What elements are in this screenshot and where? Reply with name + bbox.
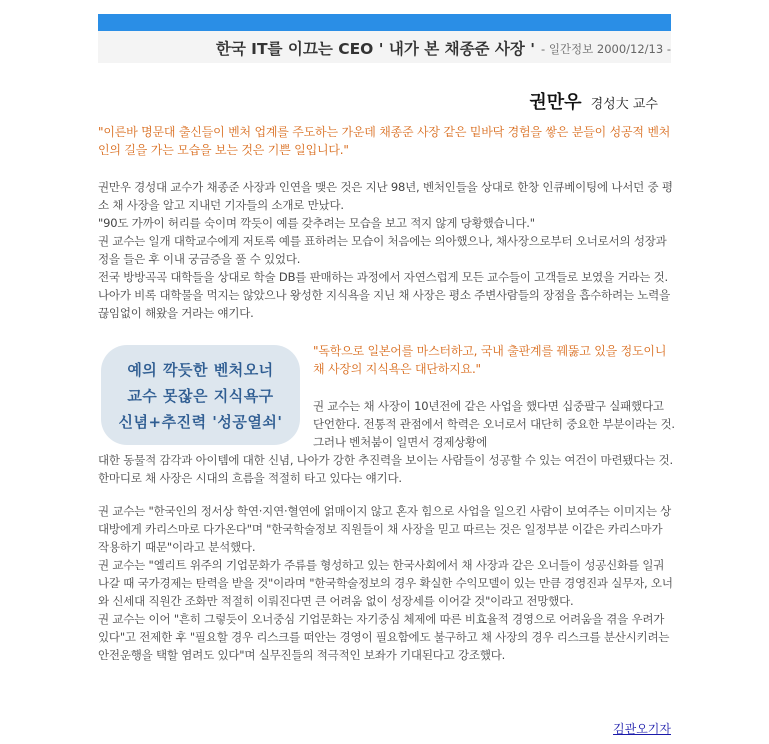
paragraph: 권 교수는 채 사장이 10년전에 같은 사업을 했다면 십중팔구 실패했다고 단언한다. 전통적 관점에서 학력은 오너로서 대단히 중요한 부분이라는 것. 그러나 벤처붐이 일면서 경제상황에 bbox=[313, 399, 675, 449]
header-accent-bar bbox=[98, 14, 671, 31]
paragraph: "90도 가까이 허리를 숙이며 깍듯이 예를 갖추려는 모습을 보고 적지 않게 당황했습니다." bbox=[98, 216, 535, 230]
pull-quote-line: 예의 깍듯한 벤처오너 bbox=[127, 361, 274, 379]
quote-paragraph: "독학으로 일본어를 마스터하고, 국내 출판계를 꿰뚫고 있을 정도이니 채 사장의 지식욕은 대단하지요." bbox=[313, 344, 667, 376]
article-source: - 일간정보 2000/12/13 - bbox=[541, 42, 671, 56]
article-title-bar bbox=[98, 31, 671, 63]
body-section-1 bbox=[98, 178, 674, 322]
reporter-link[interactable]: 김관오기자 bbox=[613, 722, 671, 736]
paragraph: 권 교수는 "엘리트 위주의 기업문화가 주류를 형성하고 있는 한국사회에서 채 사장과 같은 오너들이 성공신화를 일궈 나갈 때 국가경제는 탄력을 받을 것"이라며 "한국학술정보의 경우 확실한 수익모델이 있는 만큼 경영진과 실무자, 오너와 신세대 직원간 조화만 적절히 이뤄진다면 큰 어려움 없이 성장세를 이어갈 것"이라고 전망했다. bbox=[98, 558, 673, 608]
article-title: 한국 IT를 이끄는 CEO ' 내가 본 채종준 사장 ' bbox=[215, 40, 536, 58]
paragraph: 권 교수는 "한국인의 정서상 학연·지연·혈연에 얽매이지 않고 혼자 힘으로 사업을 일으킨 사람이 보여주는 이미지는 상대방에게 카리스마로 다가온다"며 "한국학술정보 직원들이 채 사장을 믿고 따르는 것은 일정부분 이같은 카리스마가 작용하기 때문"이라고 분석했다. bbox=[98, 504, 672, 554]
paragraph: 권 교수는 일개 대학교수에게 저토록 예를 표하려는 모습이 처음에는 의아했으나, 채사장으로부터 오너로서의 성장과정을 들은 후 이내 궁금증을 풀 수 있었다. bbox=[98, 234, 667, 266]
paragraph: 전국 방방곡곡 대학들을 상대로 학술 DB를 판매하는 과정에서 자연스럽게 모든 교수들이 고객들로 보였을 거라는 것. 나아가 비록 대학물을 먹지는 않았으나 왕성한 지식욕을 지닌 채 사장은 평소 주변사람들의 장점을 흡수하려는 노력을 끊임없이 해왔을 거라는 얘기다. bbox=[98, 270, 671, 320]
byline bbox=[529, 88, 658, 114]
pull-quote-box bbox=[101, 345, 300, 445]
author-name: 권만우 bbox=[529, 92, 582, 113]
paragraph: 권만우 경성대 교수가 채종준 사장과 인연을 맺은 것은 지난 98년, 벤처인들을 상대로 한창 인큐베이팅에 나서던 중 평소 채 사장을 알고 지내던 기자들의 소개로 만났다. bbox=[98, 180, 673, 212]
pull-quote-line: 교수 못잖은 지식욕구 bbox=[127, 387, 274, 405]
author-affiliation: 경성大 교수 bbox=[590, 97, 658, 112]
pull-quote-line: 신념+추진력 '성공열쇠' bbox=[118, 413, 283, 431]
lead-quote: "이른바 명문대 출신들이 벤처 업계를 주도하는 가운데 채종준 사장 같은 밑바닥 경험을 쌓은 분들이 성공적 벤처인의 길을 가는 모습을 보는 것은 기쁜 일입니다." bbox=[98, 125, 671, 157]
paragraph: 권 교수는 이어 "흔히 그렇듯이 오너중심 기업문화는 자기중심 체제에 따른 비효율적 경영으로 어려움을 겪을 우려가 있다"고 전제한 후 "필요할 경우 리스크를 떠안는 경영이 필요함에도 불구하고 채 사장의 경우 리스크를 분산시키려는 안전운행을 택할 염려도 있다"며 실무진들의 적극적인 보좌가 기대된다고 강조했다. bbox=[98, 612, 670, 662]
paragraph: 대한 동물적 감각과 아이템에 대한 신념, 나아가 강한 추진력을 보이는 사람들이 성공할 수 있는 여건이 마련됐다는 것. 한마디로 채 사장은 시대의 흐름을 적절히 타고 있다는 얘기다. bbox=[98, 453, 673, 485]
body-section-3 bbox=[98, 502, 674, 664]
